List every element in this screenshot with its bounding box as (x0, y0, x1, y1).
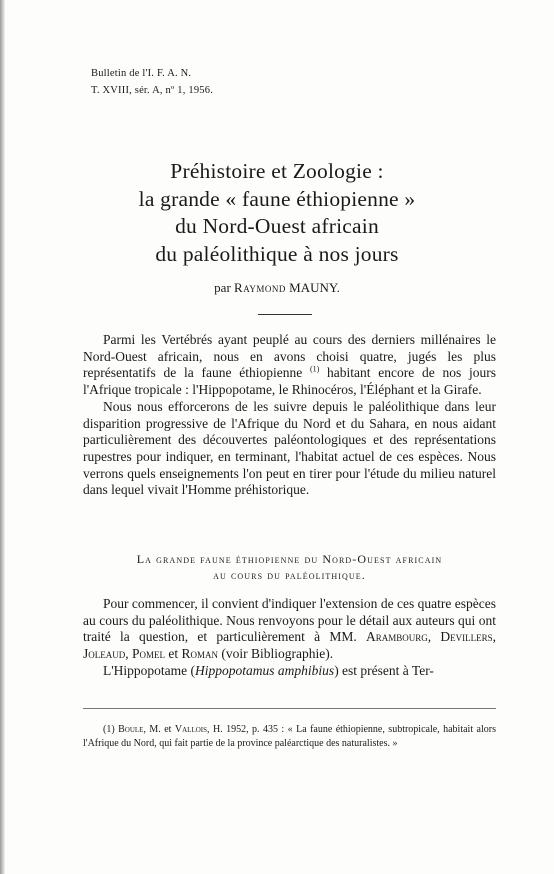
paragraph-3-end: (voir Bibliographie). (218, 646, 334, 662)
cited-author: Roman (181, 646, 219, 662)
section-heading (83, 551, 496, 583)
footnote-ref: (1) (309, 364, 320, 374)
title-line-2: la grande « faune éthiopienne » (138, 186, 416, 211)
paragraph-3 (83, 596, 496, 663)
cited-author: Joleaud (83, 646, 126, 662)
footnote-text-part: , M. et (143, 724, 175, 735)
section-heading-line-1: La grande faune éthiopienne du Nord-Ouest africain (136, 552, 443, 566)
separator: , (125, 646, 132, 662)
paragraph-2: Nous nous efforcerons de les suivre depuis le paléolithique dans leur disparition progressive de l'Afrique du Nord et du Sahara, en nous aidant particulièrement des découvertes paléontologiques et des représentations rupestres pour indiquer, en terminant, l'habitat actuel de ces espèces. Nous verrons quels enseignements l'on peut en tirer pour l'étude du milieu naturel dans lequel vivait l'Homme préhistorique. (83, 398, 496, 498)
journal-title: Bulletin de l'I. F. A. N. (91, 68, 192, 79)
paragraph-4-end: ) est présent à Ter- (334, 662, 434, 678)
paragraph-1-rest: habitant encore de nos jours l'Afrique tropicale : l'Hippopotame, le Rhinocéros, l'Éléphant et la Girafe. (83, 365, 497, 398)
separator: , (427, 629, 441, 645)
author-byline (0, 280, 554, 296)
species-name: Hippopotamus amphibius (195, 662, 335, 678)
author-first-name: Raymond (234, 280, 286, 295)
paragraph-4 (83, 663, 496, 680)
paragraph-4-text: L'Hippopotame ( (103, 662, 196, 678)
author-prefix: par (214, 280, 231, 295)
section-heading-line-2: au cours du paléolithique. (213, 568, 366, 582)
footnote-divider (83, 708, 496, 709)
cited-author: Pomel (132, 646, 166, 662)
title-line-1: Préhistoire et Zoologie : (170, 159, 384, 183)
section-text (83, 596, 496, 680)
title-line-4: du paléolithique à nos jours (155, 241, 399, 266)
footnote (83, 723, 496, 751)
paragraph-1-text: Parmi les Vertébrés ayant peuplé au cours des derniers millénaires le Nord-Ouest africain, nous en avons choisi quatre, jugés les plus représentatifs de la faune éthiopienne (83, 332, 496, 381)
paragraph-1 (83, 332, 496, 399)
footnote-author: Vallois (174, 724, 207, 735)
author-last-name: MAUNY. (289, 280, 340, 295)
title-line-3: du Nord-Ouest africain (175, 214, 379, 238)
journal-header (91, 65, 213, 99)
journal-volume: T. XVIII, sér. A, nº 1, 1956. (91, 85, 214, 96)
footnote-text-part: , H. 1952, p. 435 : « La faune éthiopienne, subtropicale, habitait alors l'Afrique du Nord, qui fait partie de la province paléarctique des naturalistes. » (83, 724, 496, 749)
footnote-author: Boule (118, 724, 144, 735)
footnote-marker: (1) (103, 724, 119, 735)
title-divider (258, 314, 312, 315)
cited-author: Arambourg (365, 629, 428, 645)
scan-edge-shadow (0, 0, 5, 874)
separator: et (165, 646, 182, 662)
paragraph-3-text: Pour commencer, il convient d'indiquer l'extension de ces quatre espèces au cours du paléolithique. Nous renvoyons pour le détail aux auteurs qui ont traité la question, et particulièrement à MM. (83, 596, 496, 645)
intro-text (83, 332, 496, 499)
article-title (0, 158, 554, 268)
footnote-text (83, 723, 496, 751)
cited-author: Devillers (440, 629, 493, 645)
separator: , (492, 629, 497, 645)
